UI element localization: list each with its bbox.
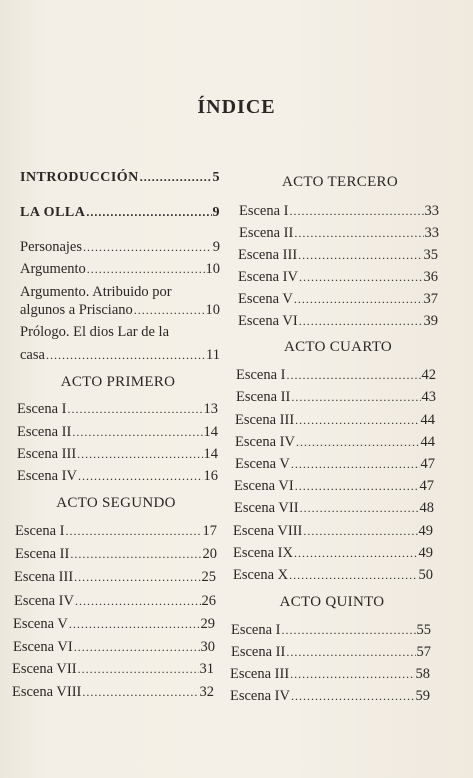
toc-entry-acto2-escena1: Escena I ..... 17 xyxy=(15,523,217,540)
toc-entry-acto2-escena2: Escena II ..... 20 xyxy=(15,546,217,563)
heading-acto-cuarto: ACTO CUARTO xyxy=(283,339,393,355)
toc-entry-acto3-escena1: Escena I ..... 33 xyxy=(239,203,439,220)
toc-entry-argumento-prisciano: algunos a Prisciano ..... 10 xyxy=(20,302,220,319)
toc-entry-acto5-escena1: Escena I ..... 55 xyxy=(231,622,431,639)
toc-entry-acto4-escena9: Escena IX ..... 49 xyxy=(233,545,433,562)
toc-entry-personajes: Personajes ..... 9 xyxy=(20,239,220,256)
toc-entry-prologo-line1: Prólogo. El dios Lar de la xyxy=(20,324,170,340)
toc-entry-argumento-prisciano-line1: Argumento. Atribuido por xyxy=(20,284,172,300)
toc-entry-acto2-escena5: Escena V ..... 29 xyxy=(13,616,215,633)
page-title: ÍNDICE xyxy=(197,96,276,118)
toc-entry-acto2-escena6: Escena VI ..... 30 xyxy=(13,639,215,656)
heading-acto-segundo: ACTO SEGUNDO xyxy=(56,495,176,511)
toc-entry-acto2-escena3: Escena III ..... 25 xyxy=(14,569,216,586)
toc-entry-acto3-escena6: Escena VI ..... 39 xyxy=(238,313,438,330)
toc-entry-acto5-escena3: Escena III ..... 58 xyxy=(230,666,430,683)
toc-entry-acto5-escena4: Escena IV ..... 59 xyxy=(230,688,430,705)
toc-entry-acto1-escena1: Escena I ..... 13 xyxy=(17,401,218,418)
toc-entry-acto4-escena10: Escena X ..... 50 xyxy=(233,567,433,584)
toc-entry-acto5-escena2: Escena II ..... 57 xyxy=(231,644,431,661)
toc-entry-acto3-escena2: Escena II ..... 33 xyxy=(239,225,439,242)
heading-acto-quinto: ACTO QUINTO xyxy=(279,594,385,610)
toc-entry-acto2-escena4: Escena IV ..... 26 xyxy=(14,593,216,610)
toc-entry-acto4-escena7: Escena VII ..... 48 xyxy=(234,500,434,517)
toc-entry-acto4-escena6: Escena VI ..... 47 xyxy=(234,478,434,495)
toc-entry-acto1-escena2: Escena II ..... 14 xyxy=(17,424,218,441)
heading-acto-tercero: ACTO TERCERO xyxy=(282,174,398,190)
toc-entry-argumento: Argumento ..... 10 xyxy=(20,261,220,278)
toc-entry-la-olla: LA OLLA ..... 9 xyxy=(20,205,220,221)
toc-entry-acto4-escena8: Escena VIII ..... 49 xyxy=(233,523,433,540)
toc-entry-introduccion: INTRODUCCIÓN ..... 5 xyxy=(20,170,220,186)
toc-entry-acto4-escena2: Escena II ..... 43 xyxy=(236,389,436,406)
toc-entry-acto4-escena3: Escena III ..... 44 xyxy=(235,412,435,429)
toc-entry-acto3-escena5: Escena V ..... 37 xyxy=(238,291,438,308)
toc-entry-acto4-escena1: Escena I ..... 42 xyxy=(236,367,436,384)
toc-entry-acto1-escena4: Escena IV ..... 16 xyxy=(17,468,218,485)
toc-entry-acto4-escena4: Escena IV ..... 44 xyxy=(235,434,435,451)
toc-entry-acto2-escena8: Escena VIII ..... 32 xyxy=(12,684,214,701)
toc-entry-acto2-escena7: Escena VII ..... 31 xyxy=(12,661,214,678)
toc-entry-acto1-escena3: Escena III ..... 14 xyxy=(17,446,218,463)
toc-entry-acto3-escena3: Escena III ..... 35 xyxy=(238,247,438,264)
toc-entry-acto4-escena5: Escena V ..... 47 xyxy=(235,456,435,473)
toc-entry-prologo: casa ..... 11 xyxy=(20,347,220,364)
heading-acto-primero: ACTO PRIMERO xyxy=(60,374,176,390)
toc-entry-acto3-escena4: Escena IV ..... 36 xyxy=(238,269,438,286)
